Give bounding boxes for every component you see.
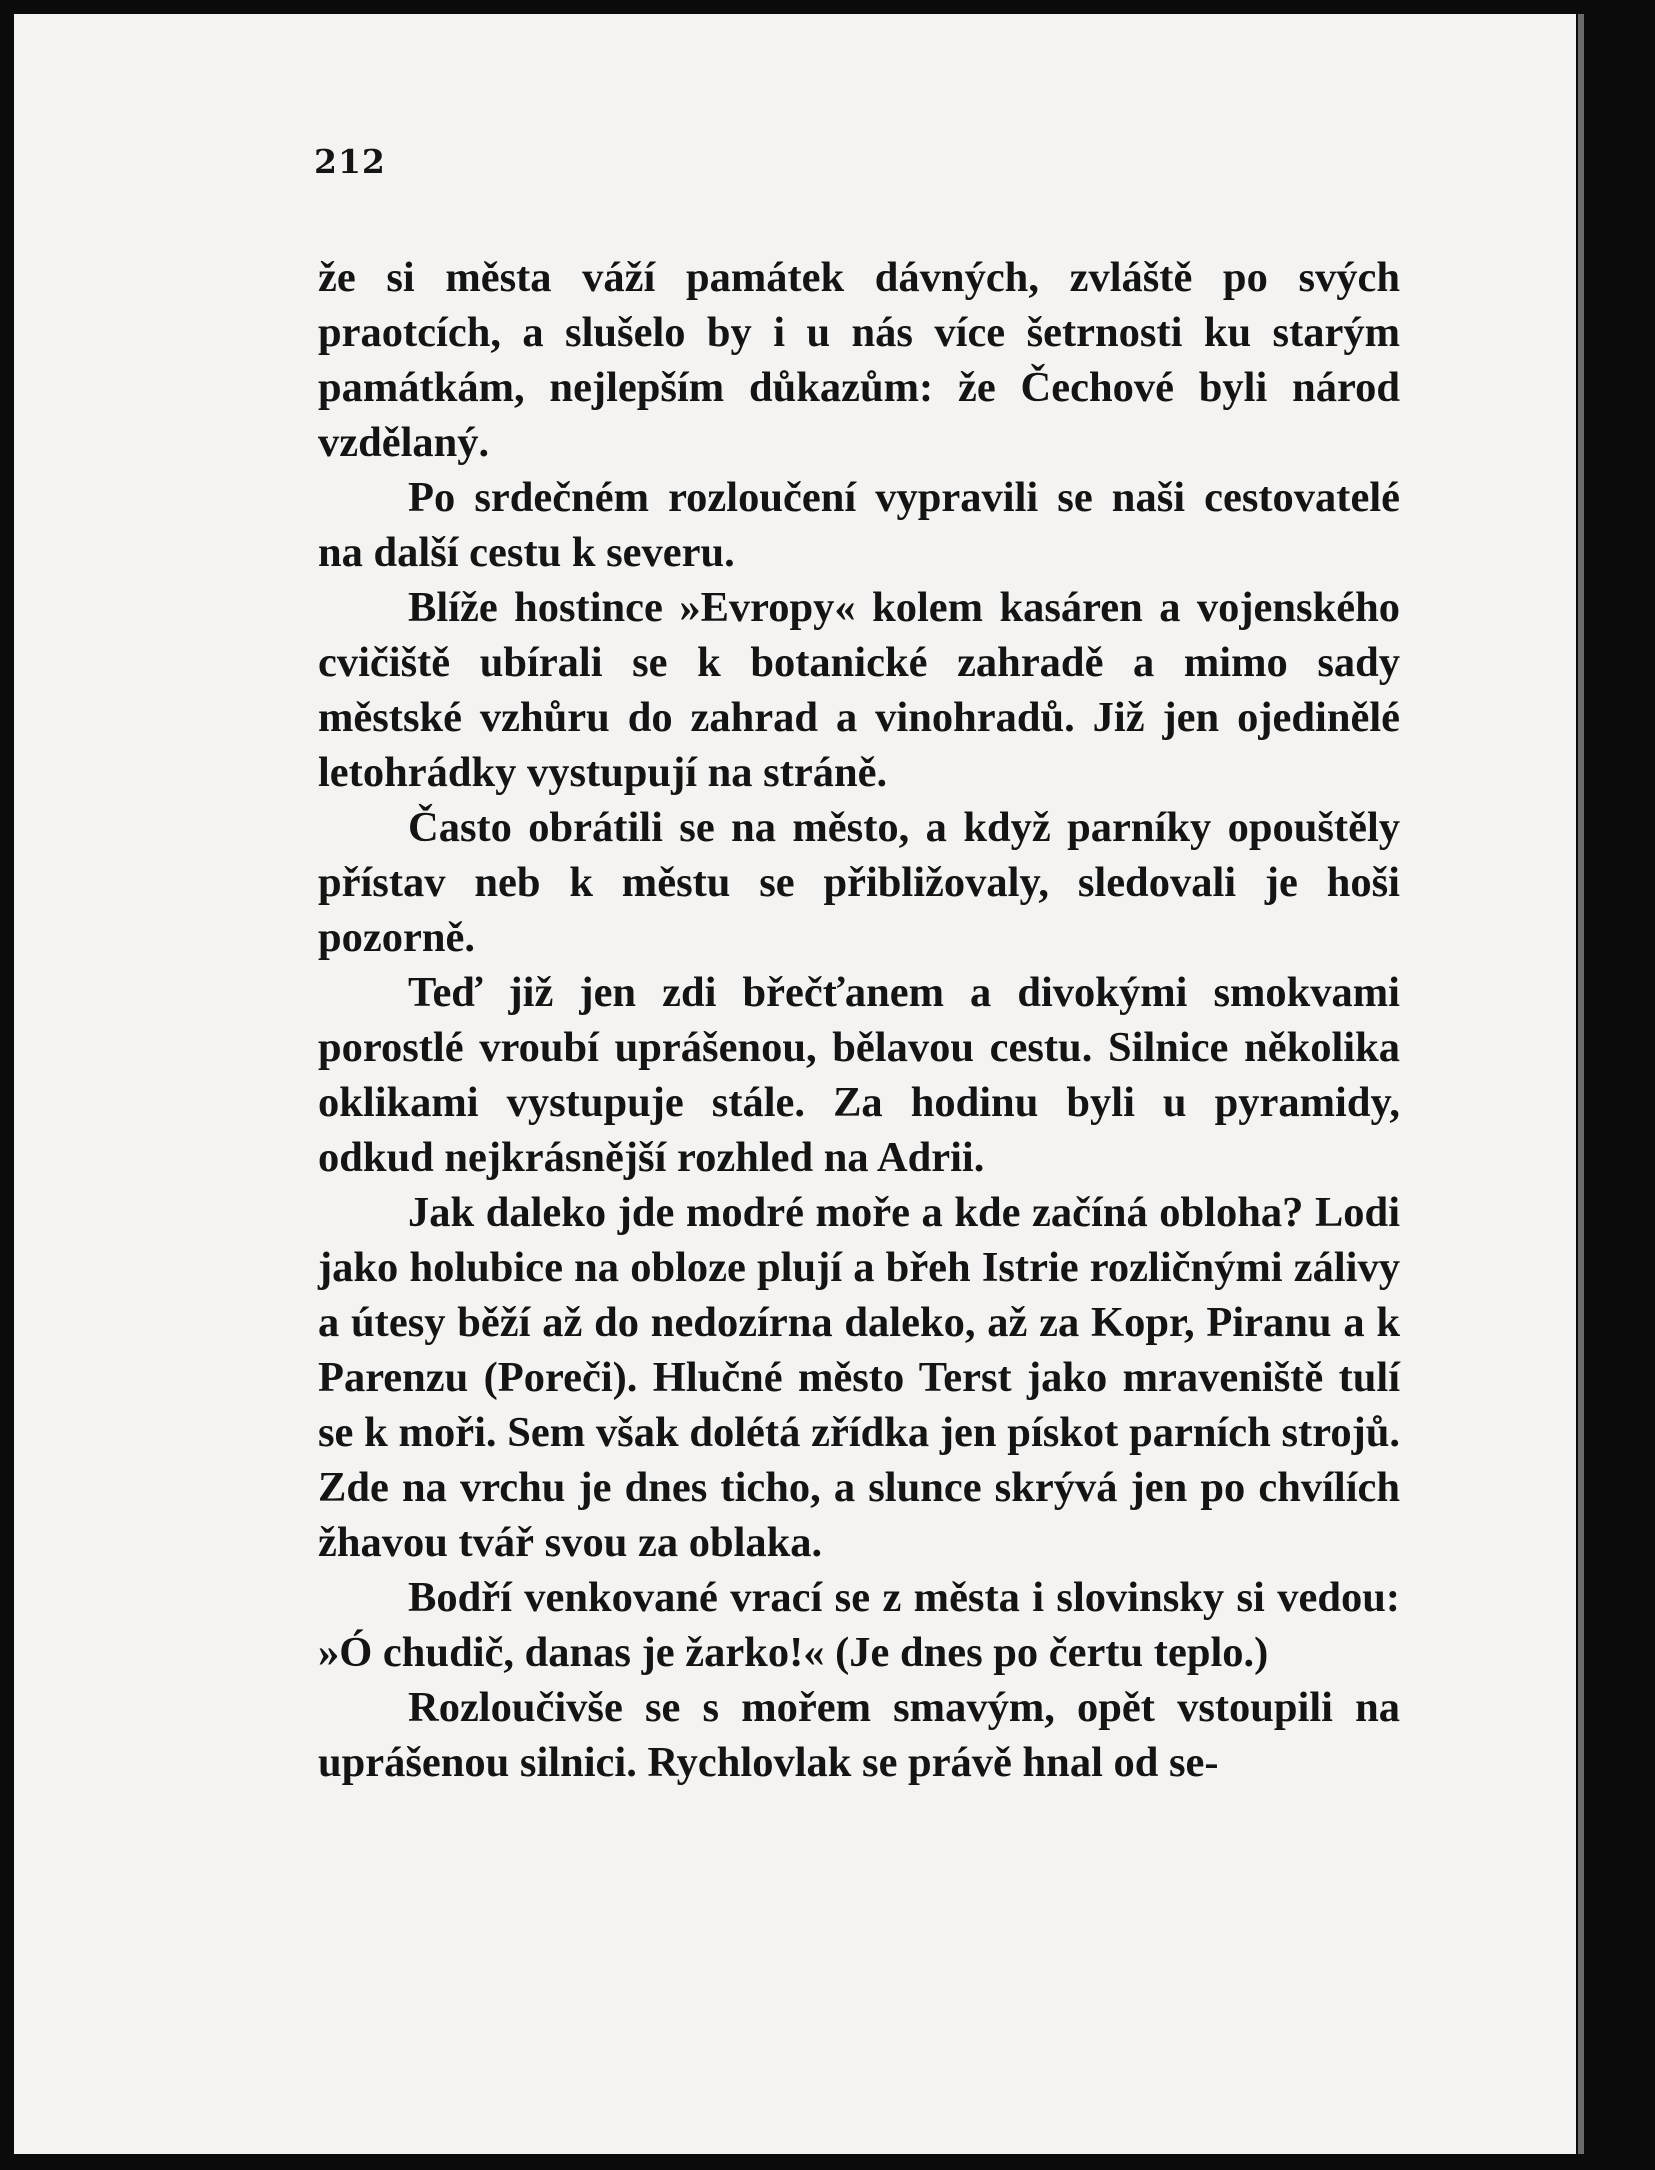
paragraph-4: Často obrátili se na město, a když parníky opouštěly přístav neb k městu se přibližovaly, sledovali je hoši pozorně. — [318, 804, 1400, 961]
paragraph-1: že si města váží památek dávných, zvláště po svých praotcích, a slušelo by i u nás více šetrnosti ku starým památkám, nejlepším důkazům: že Čechové byli národ vzdělaný. — [318, 254, 1400, 466]
book-page — [14, 14, 1614, 2154]
page-edge-shadow — [1576, 14, 1614, 2154]
paragraph-2: Po srdečném rozloučení vypravili se naši cestovatelé na další cestu k severu. — [318, 474, 1400, 576]
paragraph-7: Bodří venkované vrací se z města i slovinsky si vedou: »Ó chudič, danas je žarko!« (Je dnes po čertu teplo.) — [318, 1574, 1400, 1676]
page-number: 212 — [314, 142, 386, 181]
text-body — [318, 250, 1400, 1790]
paragraph-8: Rozloučivše se s mořem smavým, opět vstoupili na uprášenou silnici. Rychlovlak se právě hnal od se- — [318, 1684, 1400, 1786]
paragraph-6: Jak daleko jde modré moře a kde začíná obloha? Lodi jako holubice na obloze plují a břeh Istrie rozličnými zálivy a útesy běží až do nedozírna daleko, až za Kopr, Piranu a k Parenzu (Poreči). Hlučné město Terst jako mraveniště tulí se k moři. Sem však dolétá zřídka jen pískot parních strojů. Zde na vrchu je dnes ticho, a slunce skrývá jen po chvílích žhavou tvář svou za oblaka. — [318, 1189, 1400, 1566]
paragraph-3: Blíže hostince »Evropy« kolem kasáren a vojenského cvičiště ubírali se k botanické zahradě a mimo sady městské vzhůru do zahrad a vinohradů. Již jen ojedinělé letohrádky vystupují na stráně. — [318, 584, 1400, 796]
paragraph-5: Teď již jen zdi břečťanem a divokými smokvami porostlé vroubí uprášenou, bělavou cestu. Silnice několika oklikami vystupuje stále. Za hodinu byli u pyramidy, odkud nejkrásnější rozhled na Adrii. — [318, 969, 1400, 1181]
